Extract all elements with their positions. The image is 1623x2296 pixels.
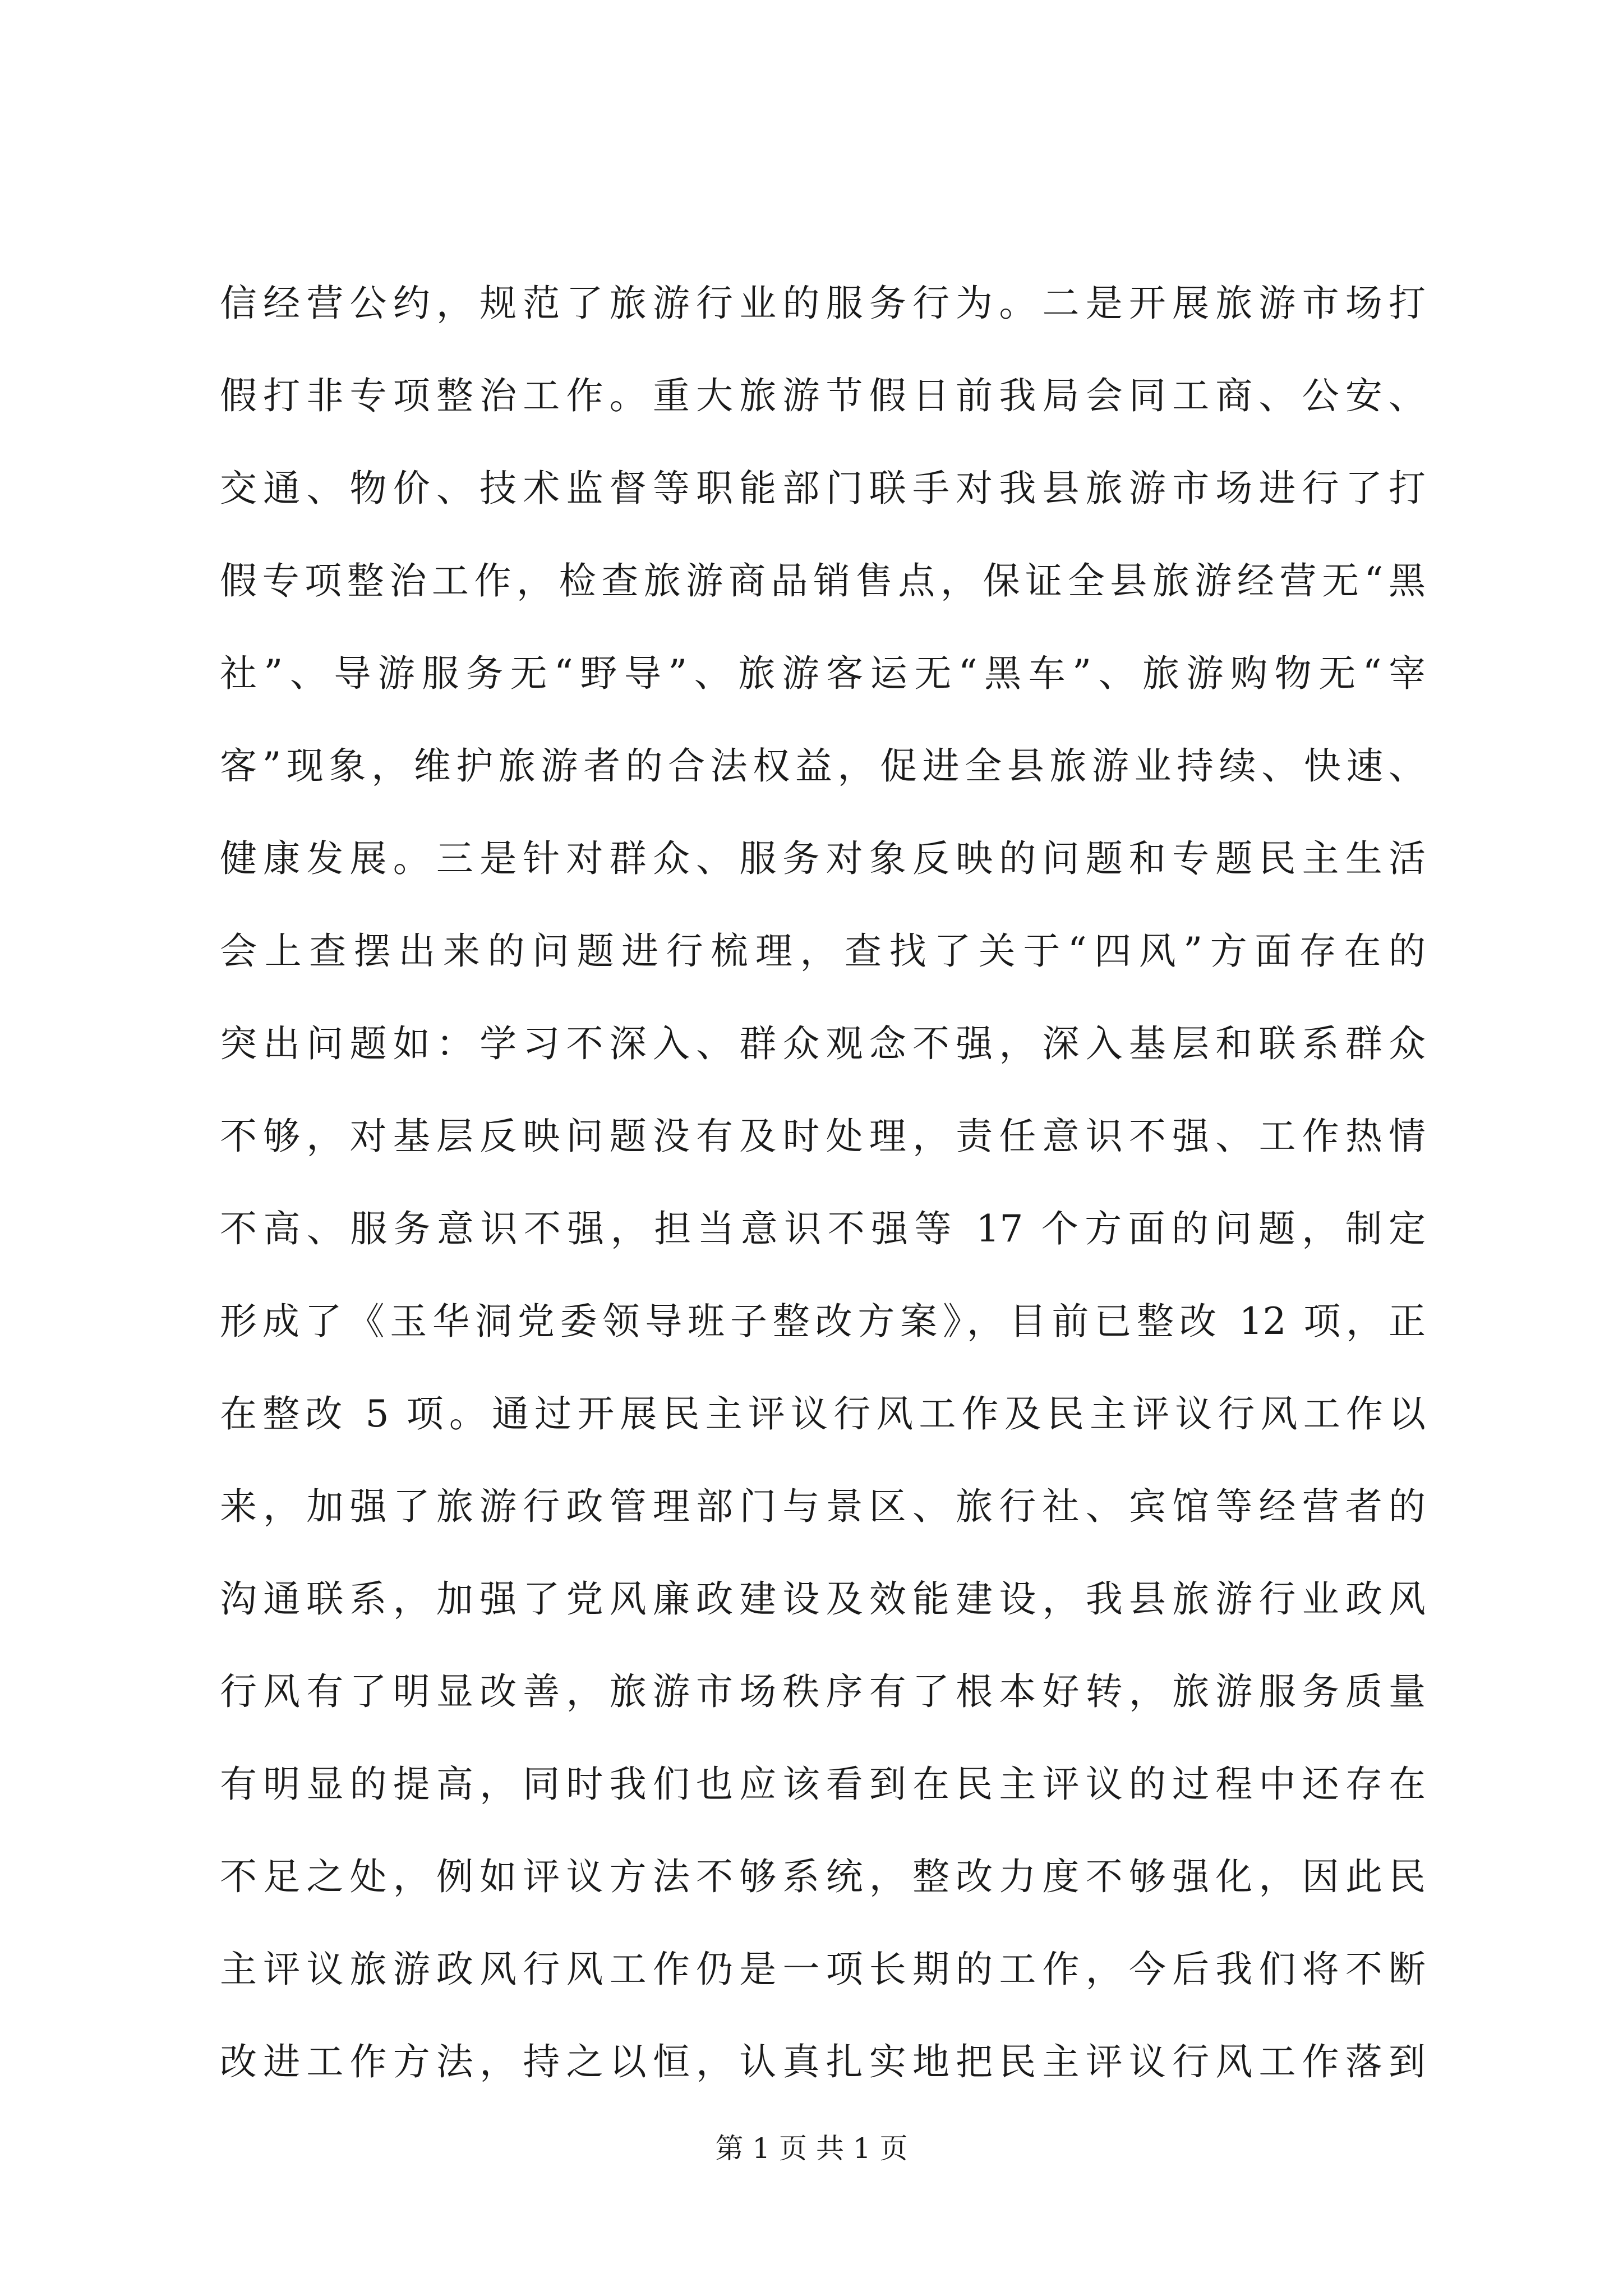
- text-line: 沟通联系，加强了党风廉政建设及效能建设，我县旅游行业政风: [220, 1577, 1426, 1621]
- text-line: 突出问题如：学习不深入、群众观念不强，深入基层和联系群众: [220, 1022, 1426, 1065]
- text-line: 来，加强了旅游行政管理部门与景区、旅行社、宾馆等经营者的: [220, 1485, 1426, 1528]
- text-line: 有明显的提高，同时我们也应该看到在民主评议的过程中还存在: [220, 1763, 1426, 1806]
- text-line: 交通、物价、技术监督等职能部门联手对我县旅游市场进行了打: [220, 467, 1426, 510]
- text-line: 不够，对基层反映问题没有及时处理，责任意识不强、工作热情: [220, 1115, 1426, 1158]
- text-line: 社”、导游服务无“野导”、旅游客运无“黑车”、旅游购物无“宰: [220, 652, 1426, 695]
- text-line: 健康发展。三是针对群众、服务对象反映的问题和专题民主生活: [220, 837, 1426, 880]
- text-line: 会上查摆出来的问题进行梳理，查找了关于“四风”方面存在的: [220, 930, 1426, 973]
- text-line: 在整改 5 项。通过开展民主评议行风工作及民主评议行风工作以: [220, 1392, 1426, 1435]
- text-line: 改进工作方法，持之以恒，认真扎实地把民主评议行风工作落到: [220, 2040, 1426, 2083]
- page-number-label: 第 1 页 共 1 页: [715, 2132, 908, 2165]
- text-line: 不高、服务意识不强，担当意识不强等 17 个方面的问题，制定: [220, 1207, 1426, 1250]
- text-line: 客”现象，维护旅游者的合法权益，促进全县旅游业持续、快速、: [220, 744, 1426, 788]
- text-line: 假专项整治工作，检查旅游商品销售点，保证全县旅游经营无“黑: [220, 559, 1426, 602]
- text-line: 不足之处，例如评议方法不够系统，整改力度不够强化，因此民: [220, 1855, 1426, 1898]
- text-line: 形成了《玉华洞党委领导班子整改方案》，目前已整改 12 项，正: [220, 1300, 1426, 1343]
- text-line: 行风有了明显改善，旅游市场秩序有了根本好转，旅游服务质量: [220, 1670, 1426, 1713]
- text-line: 假打非专项整治工作。重大旅游节假日前我局会同工商、公安、: [220, 374, 1426, 417]
- page-footer: [0, 2126, 1623, 2171]
- text-line: 信经营公约，规范了旅游行业的服务行为。二是开展旅游市场打: [220, 282, 1426, 325]
- text-line: 主评议旅游政风行风工作仍是一项长期的工作，今后我们将不断: [220, 1948, 1426, 1991]
- body-paragraph: [220, 257, 1426, 2108]
